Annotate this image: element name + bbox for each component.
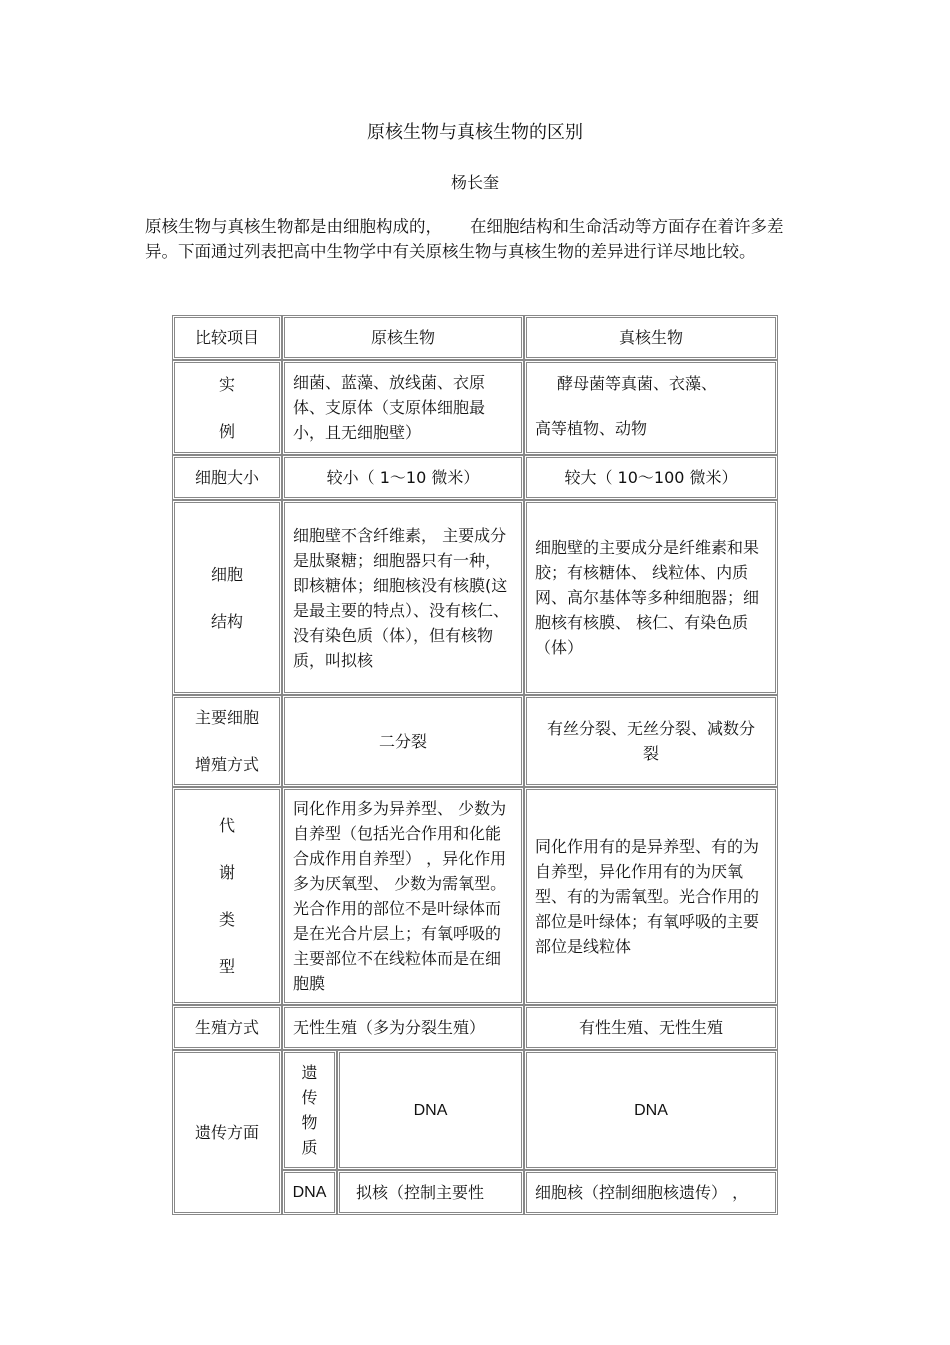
label-line: 增殖方式 [194,755,259,774]
row-label-size: 细胞大小 [172,455,282,500]
genetics-dna-eukaryote: 细胞核（控制细胞核遗传） ， [524,1170,778,1215]
label-line: 主要细胞 [194,708,259,727]
size-prokaryote: 较小（ 1～10 微米） [282,455,524,500]
row-label-metabolism [172,787,282,1005]
label-char: 传 [301,1088,318,1107]
genetics-dna-prokaryote: 拟核（控制主要性 [337,1170,524,1215]
intro-part-2: 在细胞结构和生命活动等方面存在着许多差异。下面通过列表把高中生物学中有关原核生物与真核生物的差异进行详尽地比较。 [145,217,784,261]
genetics-material-prokaryote: DNA [337,1050,524,1170]
division-eukaryote: 有丝分裂、无丝分裂、减数分裂 [524,695,778,787]
label-char: 结构 [210,611,243,631]
label-char: 物 [301,1113,318,1132]
header-prokaryote: 原核生物 [282,315,524,360]
label-char: 型 [218,957,235,976]
row-label-genetics: 遗传方面 [172,1050,282,1215]
label-char: 代 [218,816,235,835]
row-label-example [172,360,282,455]
header-eukaryote: 真核生物 [524,315,778,360]
structure-eukaryote: 细胞壁的主要成分是纤维素和果胶；有核糖体、 线粒体、内质网、高尔基体等多种细胞器；细胞核有核膜、 核仁、有染色质（体） [524,500,778,695]
label-char: 遗 [301,1063,318,1082]
example-eukaryote [524,360,778,455]
label-char: 例 [218,421,235,441]
row-label-structure [172,500,282,695]
division-prokaryote: 二分裂 [282,695,524,787]
label-char: 谢 [218,863,235,882]
intro-part-1: 原核生物与真核生物都是由细胞构成的， [145,217,442,236]
row-label-division [172,695,282,787]
example-prokaryote: 细菌、蓝藻、放线菌、衣原体、支原体（支原体细胞最小，且无细胞壁） [282,360,524,455]
example-eukaryote-line-2: 高等植物、动物 [535,419,648,438]
size-eukaryote: 较大（ 10～100 微米） [524,455,778,500]
example-eukaryote-line-1: 酵母菌等真菌、衣藻、 [557,374,718,393]
intro-paragraph [145,214,785,264]
row-label-reproduction: 生殖方式 [172,1005,282,1050]
label-char: 细胞 [210,564,243,584]
metabolism-prokaryote: 同化作用多为异养型、 少数为自养型（包括光合作用和化能合成作用自养型） ，异化作用多为厌氧型、 少数为需氧型。光合作用的部位不是叶绿体而是在光合片层上；有氧呼吸的主要部位不在线粒体而是在细胞膜 [282,787,524,1005]
label-char: 类 [218,910,235,929]
genetics-material-eukaryote: DNA [524,1050,778,1170]
author-name: 杨长奎 [450,173,499,192]
label-char: 实 [218,374,235,394]
genetics-sub1-label [282,1050,337,1170]
reproduction-prokaryote: 无性生殖（多为分裂生殖） [282,1005,524,1050]
document-title: 原核生物与真核生物的区别 [367,122,583,143]
genetics-sub2-label: DNA [282,1170,337,1215]
label-char: 质 [301,1138,318,1157]
header-item: 比较项目 [172,315,282,360]
metabolism-eukaryote: 同化作用有的是异养型、有的为自养型，异化作用有的为厌氧型、有的为需氧型。光合作用的部位是叶绿体；有氧呼吸的主要部位是线粒体 [524,787,778,1005]
structure-prokaryote: 细胞壁不含纤维素， 主要成分是肽聚糖；细胞器只有一种，即核糖体；细胞核没有核膜(这是最主要的特点）、没有核仁、没有染色质（体），但有核物质，叫拟核 [282,500,524,695]
reproduction-eukaryote: 有性生殖、无性生殖 [524,1005,778,1050]
